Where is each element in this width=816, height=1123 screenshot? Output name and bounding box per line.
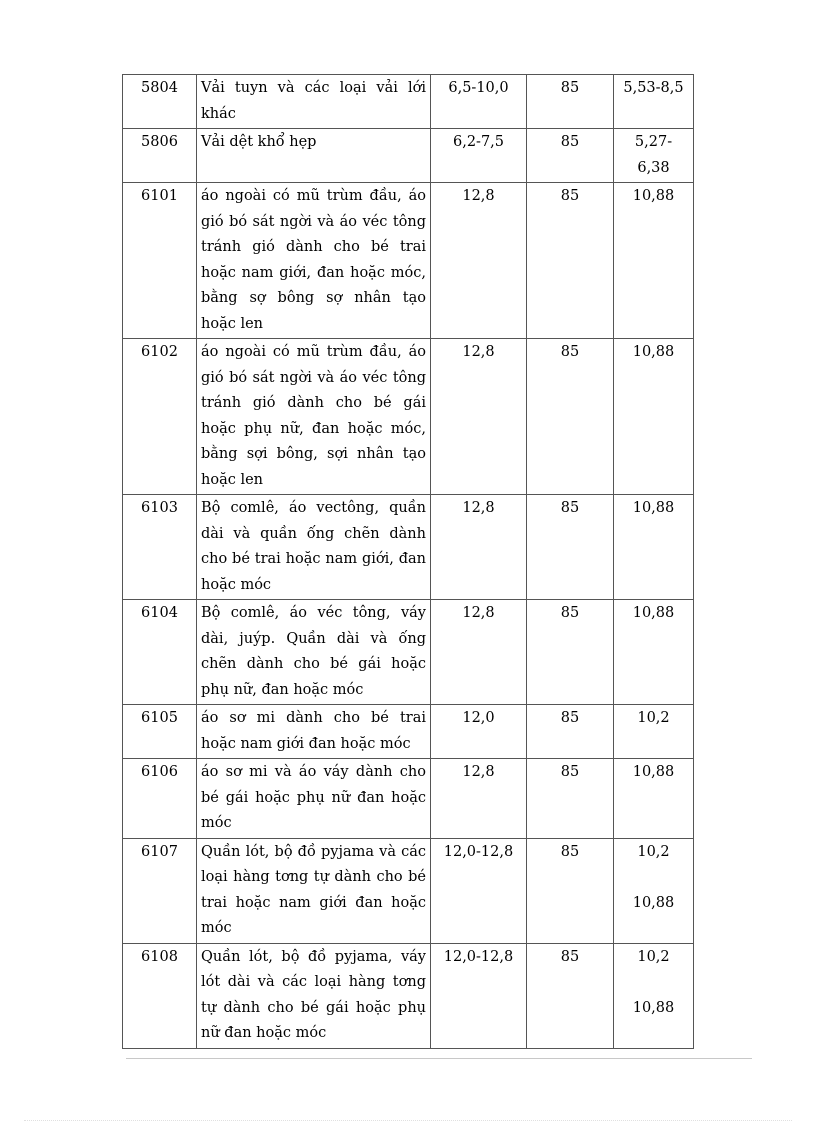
tariff-table [122, 74, 694, 1049]
result-value: 10,2 [637, 948, 670, 965]
hs-code-cell: 6102 [123, 339, 197, 495]
hs-code-cell: 6107 [123, 838, 197, 943]
result-value: 10,88 [632, 764, 675, 780]
rate-cell: 12,8 [431, 600, 527, 705]
description-cell: Quần lót, bộ đồ pyjama và các loại hàng tơng tự dành cho bé trai hoặc nam giới đan hoặc móc [197, 838, 431, 943]
description-cell: Quần lót, bộ đồ pyjama, váy lót dài và các loại hàng tơng tự dành cho bé gái hoặc phụ nữ đan hoặc móc [197, 943, 431, 1048]
result-cell [614, 129, 694, 183]
percent-cell: 85 [527, 339, 614, 495]
description-cell: Bộ comlê, áo véc tông, váy dài, juýp. Quần dài và ống chẽn dành cho bé gái hoặc phụ nữ, đan hoặc móc [197, 600, 431, 705]
rate-cell: 12,8 [431, 339, 527, 495]
description-cell: Bộ comlê, áo vectông, quần dài và quần ống chẽn dành cho bé trai hoặc nam giới, đan hoặc móc [197, 495, 431, 600]
description-cell: Vải tuyn và các loại vải lới khác [197, 75, 431, 129]
percent-cell: 85 [527, 759, 614, 839]
description-cell: Vải dệt khổ hẹp [197, 129, 431, 183]
hs-code-cell: 6106 [123, 759, 197, 839]
percent-cell: 85 [527, 495, 614, 600]
result-value: 10,88 [632, 894, 675, 911]
table-row [123, 705, 694, 759]
percent-cell: 85 [527, 129, 614, 183]
description-cell: áo sơ mi dành cho bé trai hoặc nam giới đan hoặc móc [197, 705, 431, 759]
percent-cell: 85 [527, 183, 614, 339]
result-value: 5,53-8,5 [623, 80, 684, 96]
table-row [123, 183, 694, 339]
percent-cell: 85 [527, 600, 614, 705]
result-value: 5,27- [634, 134, 673, 150]
rate-cell: 12,8 [431, 183, 527, 339]
result-cell [614, 339, 694, 495]
result-cell [614, 75, 694, 129]
rate-cell: 12,0-12,8 [431, 838, 527, 943]
table-body [123, 75, 694, 1049]
result-value [618, 865, 689, 891]
result-value: 10,88 [632, 344, 675, 360]
hs-code-cell: 6108 [123, 943, 197, 1048]
result-value: 6,38 [637, 159, 670, 176]
description-cell: áo ngoài có mũ trùm đầu, áo gió bó sát ngời và áo véc tông tránh gió dành cho bé trai hoặc nam giới, đan hoặc móc, bằng sợ bông sợ nhân tạo hoặc len [197, 183, 431, 339]
hs-code-cell: 6104 [123, 600, 197, 705]
percent-cell: 85 [527, 838, 614, 943]
rate-cell: 6,2-7,5 [431, 129, 527, 183]
rate-cell: 12,8 [431, 495, 527, 600]
table-row [123, 759, 694, 839]
table-row [123, 838, 694, 943]
result-value: 10,88 [632, 500, 675, 516]
result-cell [614, 705, 694, 759]
percent-cell: 85 [527, 943, 614, 1048]
hs-code-cell: 5806 [123, 129, 197, 183]
percent-cell: 85 [527, 75, 614, 129]
result-cell [614, 943, 694, 1048]
rate-cell: 6,5-10,0 [431, 75, 527, 129]
rate-cell: 12,0-12,8 [431, 943, 527, 1048]
table-row [123, 339, 694, 495]
result-cell [614, 838, 694, 943]
description-cell: áo ngoài có mũ trùm đầu, áo gió bó sát ngời và áo véc tông tránh gió dành cho bé gái hoặc phụ nữ, đan hoặc móc, bằng sợi bông, sợi nhân tạo hoặc len [197, 339, 431, 495]
result-value: 10,88 [632, 188, 675, 204]
percent-cell: 85 [527, 705, 614, 759]
result-cell [614, 759, 694, 839]
rate-cell: 12,8 [431, 759, 527, 839]
table-row [123, 495, 694, 600]
result-value: 10,88 [632, 999, 675, 1016]
description-cell: áo sơ mi và áo váy dành cho bé gái hoặc phụ nữ đan hoặc móc [197, 759, 431, 839]
table-row [123, 943, 694, 1048]
footer-divider [126, 1058, 752, 1059]
result-cell [614, 600, 694, 705]
result-cell [614, 183, 694, 339]
table-row [123, 600, 694, 705]
page-bottom-edge [24, 1120, 792, 1121]
table-row [123, 75, 694, 129]
result-value: 10,88 [632, 605, 675, 621]
table-row [123, 129, 694, 183]
hs-code-cell: 5804 [123, 75, 197, 129]
result-value [618, 970, 689, 996]
result-value: 10,2 [637, 710, 670, 726]
result-cell [614, 495, 694, 600]
hs-code-cell: 6103 [123, 495, 197, 600]
result-value: 10,2 [637, 843, 670, 860]
rate-cell: 12,0 [431, 705, 527, 759]
hs-code-cell: 6101 [123, 183, 197, 339]
hs-code-cell: 6105 [123, 705, 197, 759]
